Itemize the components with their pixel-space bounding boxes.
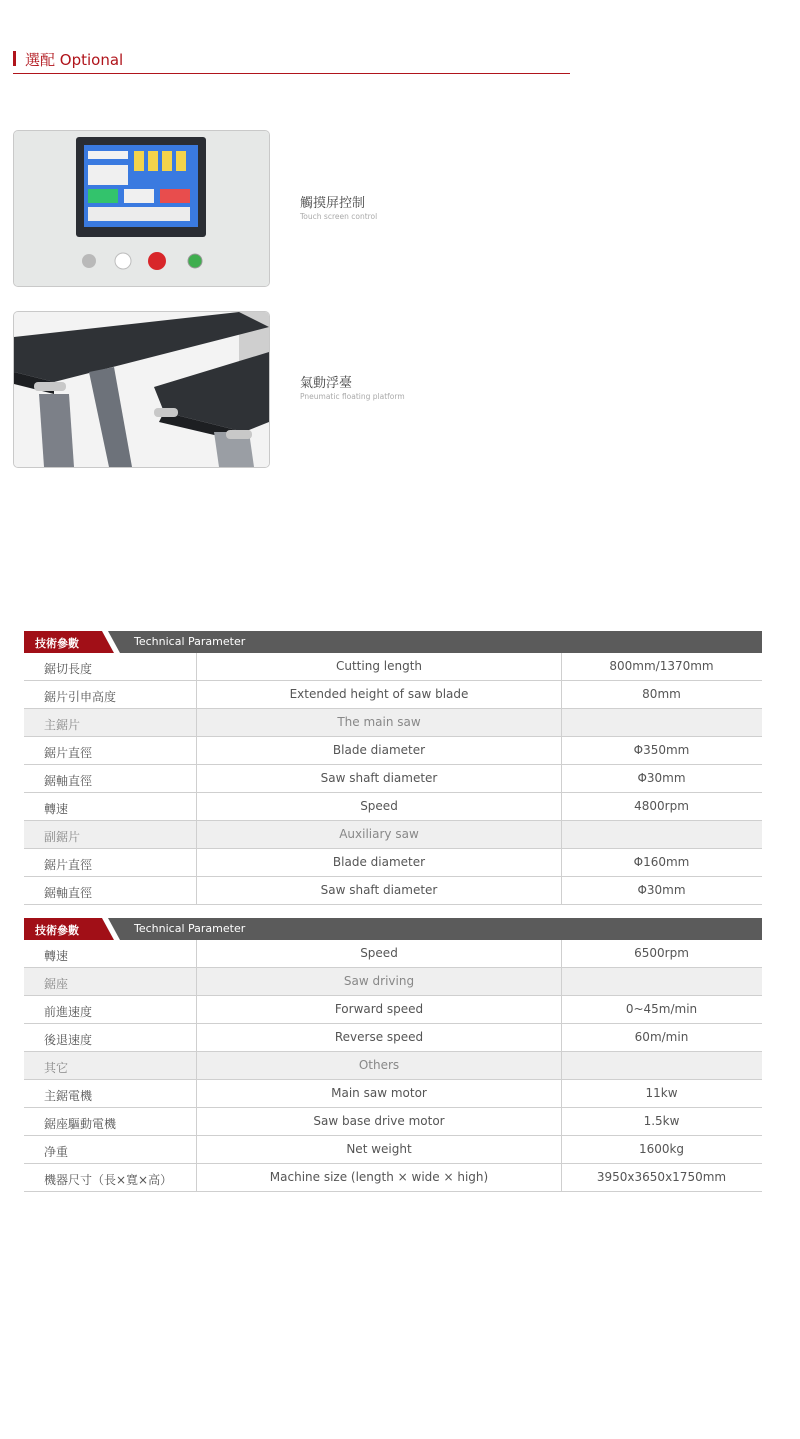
section-marker xyxy=(13,51,16,66)
table-row xyxy=(24,1136,762,1164)
option-title-zh: 觸摸屏控制 xyxy=(300,196,366,211)
row-label-en: Saw driving xyxy=(196,968,562,995)
option-title-zh: 氣動浮臺 xyxy=(300,376,353,391)
table-header xyxy=(24,631,762,653)
row-value: 1.5kw xyxy=(643,1114,680,1128)
table-header xyxy=(24,918,762,940)
spec-table-2 xyxy=(24,918,762,1192)
row-value: Φ350mm xyxy=(633,743,690,757)
row-label-zh: 主鋸片 xyxy=(44,718,81,732)
row-value: 80mm xyxy=(642,687,681,701)
row-value: 1600kg xyxy=(638,1142,685,1156)
row-label-en: Blade diameter xyxy=(196,737,562,764)
row-label-zh: 主鋸電機 xyxy=(44,1089,93,1103)
row-label-en: The main saw xyxy=(196,709,562,736)
row-label-en: Reverse speed xyxy=(196,1024,562,1051)
row-value: Φ30mm xyxy=(637,883,686,897)
row-value: 11kw xyxy=(645,1086,678,1100)
table-row xyxy=(24,877,762,905)
row-label-en: Speed xyxy=(196,940,562,967)
table-header-en: Technical Parameter xyxy=(134,635,246,648)
row-label-en: Auxiliary saw xyxy=(196,821,562,848)
table-row xyxy=(24,1052,762,1080)
row-label-en: Blade diameter xyxy=(196,849,562,876)
row-label-zh: 前進速度 xyxy=(44,1005,93,1019)
row-label-zh: 其它 xyxy=(44,1061,69,1075)
floating-platform-illustration xyxy=(14,312,269,467)
row-value: 60m/min xyxy=(634,1030,689,1044)
row-label-zh: 鋸座 xyxy=(44,977,69,991)
row-label-en: Forward speed xyxy=(196,996,562,1023)
table-row xyxy=(24,1108,762,1136)
table-row xyxy=(24,765,762,793)
row-value: Φ30mm xyxy=(637,771,686,785)
table-row xyxy=(24,821,762,849)
row-label-zh: 鋸軸直徑 xyxy=(44,886,93,900)
row-label-zh: 净重 xyxy=(44,1145,69,1159)
row-label-en: Extended height of saw blade xyxy=(196,681,562,708)
row-label-en: Saw shaft diameter xyxy=(196,877,562,904)
floating-platform-image xyxy=(13,311,270,468)
row-label-en: Saw shaft diameter xyxy=(196,765,562,792)
row-value: 6500rpm xyxy=(634,946,689,960)
row-label-zh: 鋸片直徑 xyxy=(44,858,93,872)
option-touch-screen xyxy=(300,196,377,222)
table-row xyxy=(24,1080,762,1108)
row-label-en: Cutting length xyxy=(196,653,562,680)
row-label-en: Saw base drive motor xyxy=(196,1108,562,1135)
row-label-zh: 鋸切長度 xyxy=(44,662,93,676)
table-header-zh: 技術參數 xyxy=(35,924,79,937)
table-row xyxy=(24,849,762,877)
row-label-zh: 鋸片引申高度 xyxy=(44,690,117,704)
row-label-zh: 轉速 xyxy=(44,802,69,816)
option-floating-platform xyxy=(300,376,405,402)
row-label-en: Machine size (length × wide × high) xyxy=(196,1164,562,1191)
table-row xyxy=(24,737,762,765)
row-label-zh: 鋸片直徑 xyxy=(44,746,93,760)
row-label-en: Net weight xyxy=(196,1136,562,1163)
row-value: 4800rpm xyxy=(634,799,689,813)
touch-screen-image xyxy=(13,130,270,287)
row-value: 3950x3650x1750mm xyxy=(596,1170,727,1184)
section-header xyxy=(13,48,570,74)
table-row xyxy=(24,681,762,709)
table-row xyxy=(24,653,762,681)
table-header-zh: 技術參數 xyxy=(35,637,79,650)
table-row xyxy=(24,940,762,968)
table-header-en: Technical Parameter xyxy=(134,922,246,935)
row-label-zh: 後退速度 xyxy=(44,1033,93,1047)
row-label-zh: 副鋸片 xyxy=(44,830,81,844)
table-row xyxy=(24,1164,762,1192)
row-label-en: Others xyxy=(196,1052,562,1079)
section-title: 選配 Optional xyxy=(25,51,124,69)
row-label-zh: 機器尺寸（長×寬×高） xyxy=(44,1173,173,1187)
row-value: 0~45m/min xyxy=(625,1002,698,1016)
table-row xyxy=(24,1024,762,1052)
spec-table-1 xyxy=(24,631,762,905)
row-label-zh: 鋸軸直徑 xyxy=(44,774,93,788)
table-row xyxy=(24,968,762,996)
row-label-en: Main saw motor xyxy=(196,1080,562,1107)
row-label-zh: 鋸座驅動電機 xyxy=(44,1117,117,1131)
option-title-en: Pneumatic floating platform xyxy=(300,392,405,401)
table-row xyxy=(24,793,762,821)
row-label-en: Speed xyxy=(196,793,562,820)
option-title-en: Touch screen control xyxy=(300,212,378,221)
row-value: 800mm/1370mm xyxy=(609,659,714,673)
row-label-zh: 轉速 xyxy=(44,949,69,963)
table-row xyxy=(24,709,762,737)
touch-screen-illustration xyxy=(14,131,269,286)
row-value: Φ160mm xyxy=(633,855,690,869)
table-row xyxy=(24,996,762,1024)
